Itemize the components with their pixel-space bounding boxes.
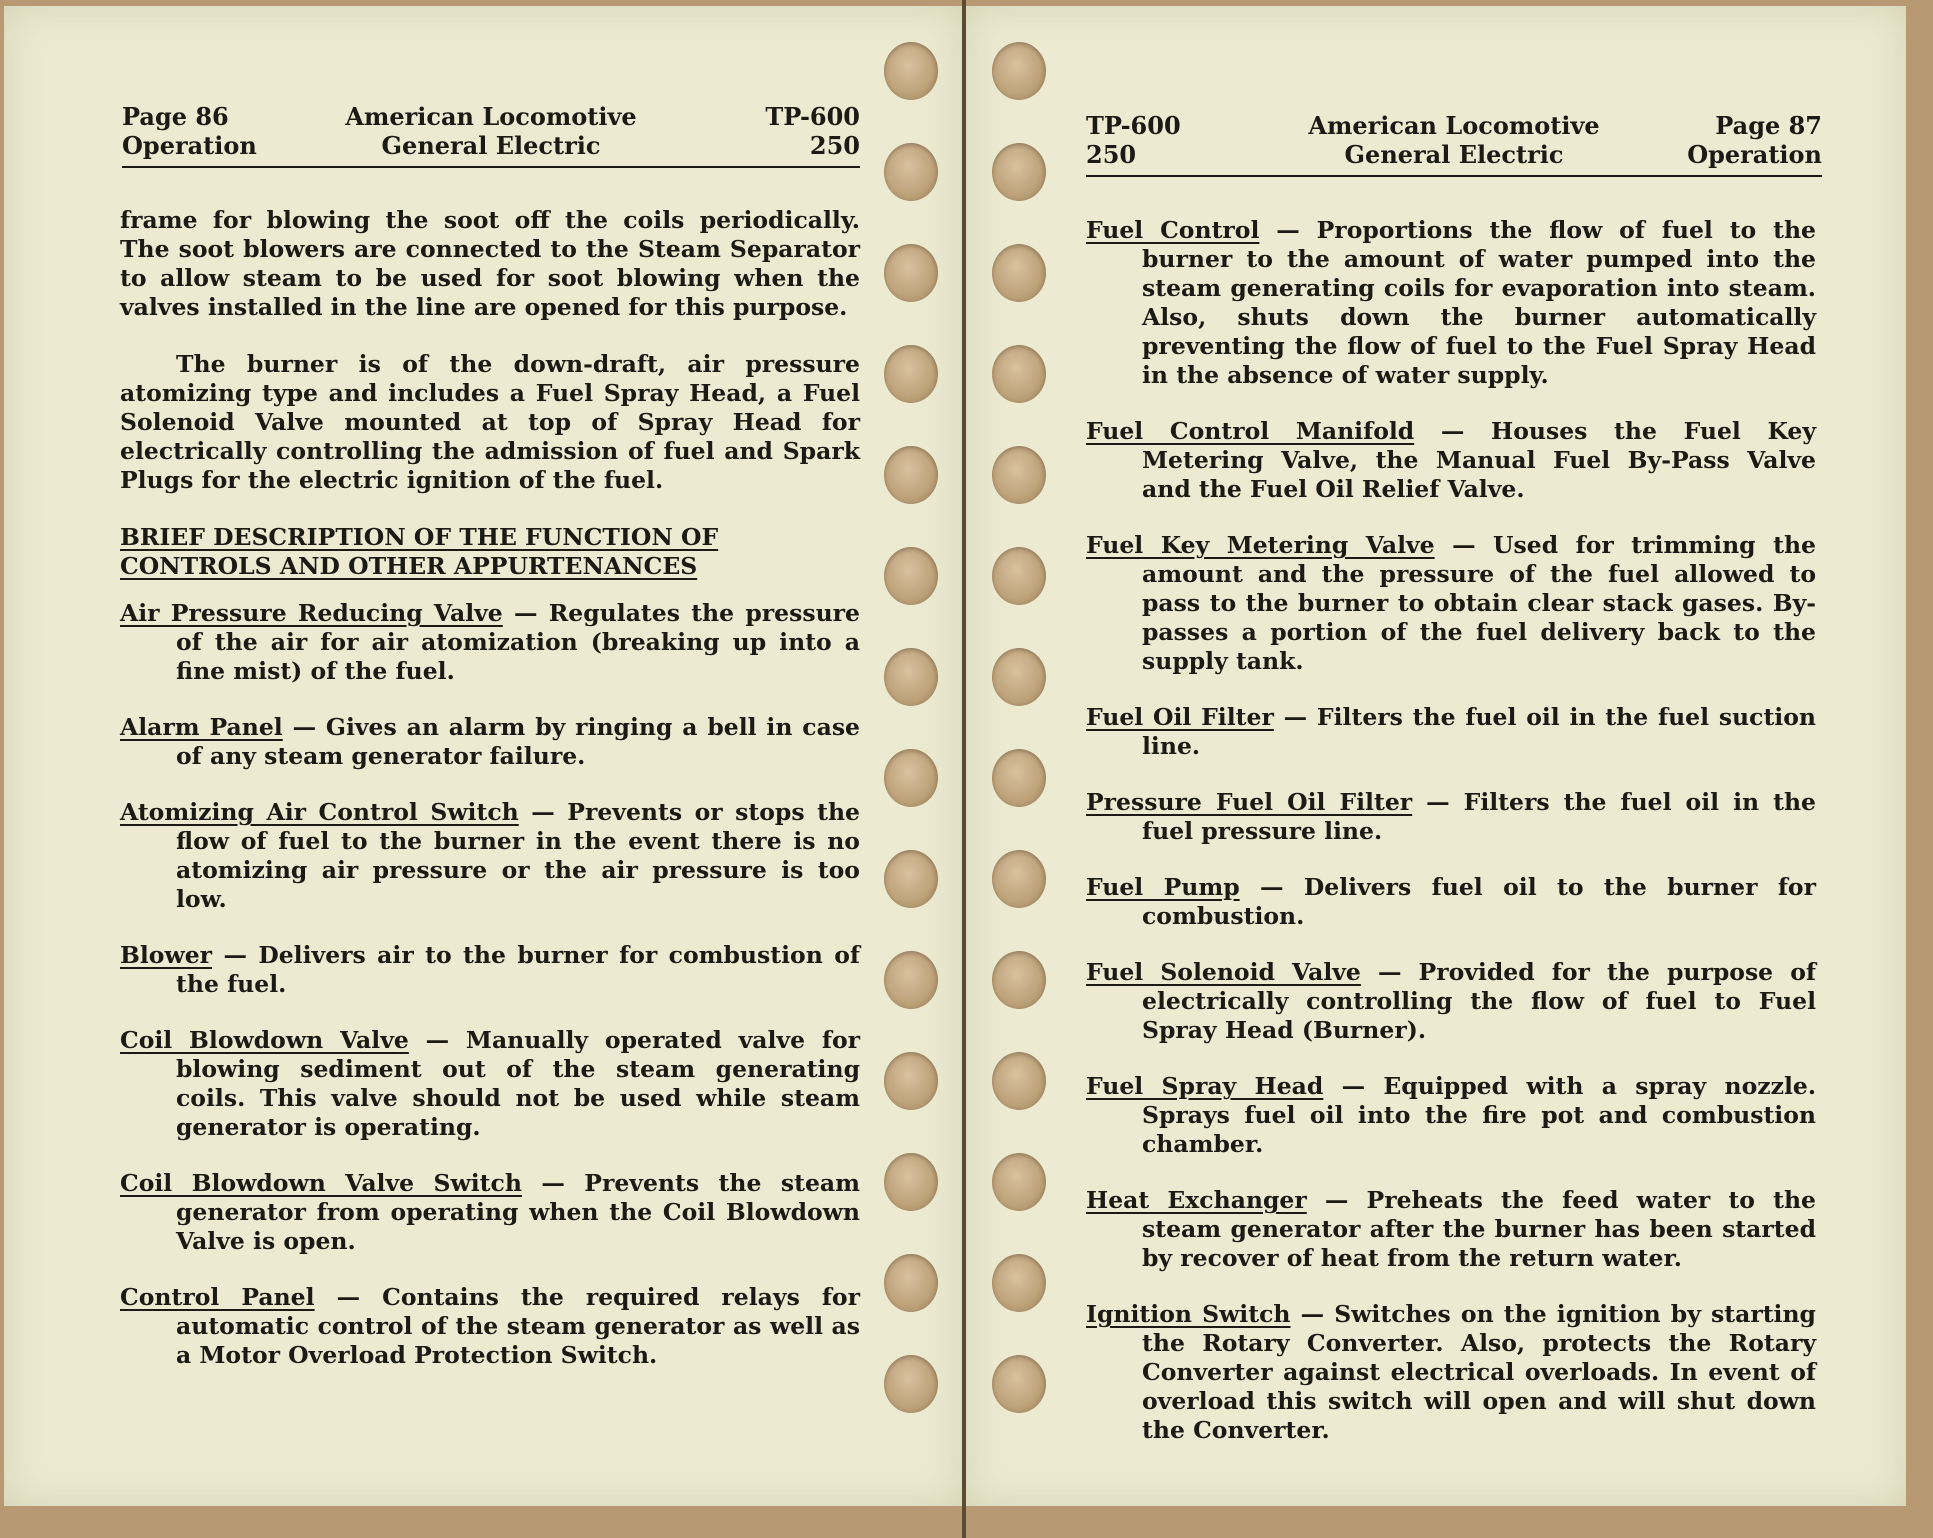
- right-page-header: [1086, 111, 1822, 177]
- binding-hole: [992, 244, 1046, 302]
- entry-term: Atomizing Air Control Switch: [120, 798, 519, 826]
- section-heading: [120, 523, 860, 581]
- page-number: Page 87: [1715, 111, 1822, 140]
- binding-hole: [884, 648, 938, 706]
- model-number: TP-600: [1086, 111, 1181, 140]
- model-subnumber: 250: [809, 131, 860, 160]
- glossary-entry: [1086, 417, 1816, 504]
- glossary-entry: [1086, 531, 1816, 676]
- entry-term: Fuel Solenoid Valve: [1086, 958, 1361, 986]
- entry-description: — Delivers fuel oil to the burner for combustion.: [1142, 873, 1816, 930]
- binding-hole: [992, 1153, 1046, 1211]
- entry-description: — Provided for the purpose of electrically controlling the flow of fuel to Fuel Spray Head (Burner).: [1142, 958, 1816, 1044]
- entry-description: — Filters the fuel oil in the fuel suction line.: [1142, 703, 1816, 760]
- binding-hole: [992, 42, 1046, 100]
- binding-hole: [884, 951, 938, 1009]
- left-page-body: [120, 206, 860, 1397]
- binding-holes-right: [992, 0, 1052, 1538]
- entry-description: — Contains the required relays for automatic control of the steam generator as well as a Motor Overload Protection Switch.: [176, 1283, 860, 1369]
- section-name: Operation: [1687, 140, 1822, 169]
- binding-hole: [992, 850, 1046, 908]
- glossary-entry: [120, 713, 860, 771]
- entry-description: — Manually operated valve for blowing sediment out of the steam generating coils. This valve should not be used while steam generator is operating.: [176, 1026, 860, 1141]
- binding-hole: [884, 1153, 938, 1211]
- entry-description: — Filters the fuel oil in the fuel pressure line.: [1142, 788, 1816, 845]
- right-page-body: [1086, 216, 1816, 1472]
- glossary-entry: [120, 798, 860, 914]
- entry-description: — Switches on the ignition by starting the Rotary Converter. Also, protects the Rotary Converter against electrical overloads. In event of overload this switch will open and will shut down the Converter.: [1142, 1300, 1816, 1444]
- entry-term: Pressure Fuel Oil Filter: [1086, 788, 1413, 816]
- binding-holes-left: [884, 0, 944, 1538]
- glossary-entry: [1086, 703, 1816, 761]
- binding-hole: [992, 749, 1046, 807]
- entry-term: Fuel Key Metering Valve: [1086, 531, 1435, 559]
- binding-hole: [992, 1254, 1046, 1312]
- binding-hole: [992, 143, 1046, 201]
- binding-hole: [884, 850, 938, 908]
- glossary-entry: [1086, 958, 1816, 1045]
- entry-term: Coil Blowdown Valve: [120, 1026, 409, 1054]
- entry-term: Fuel Pump: [1086, 873, 1240, 901]
- glossary-entry: [120, 941, 860, 999]
- glossary-entry: [1086, 873, 1816, 931]
- entry-term: Coil Blowdown Valve Switch: [120, 1169, 522, 1197]
- glossary-entry: [1086, 788, 1816, 846]
- entry-description: — Used for trimming the amount and the pressure of the fuel allowed to pass to the burner to obtain clear stack gases. By-passes a portion of the fuel delivery back to the supply tank.: [1142, 531, 1816, 675]
- binding-hole: [992, 547, 1046, 605]
- entry-description: — Proportions the flow of fuel to the burner to the amount of water pumped into the steam generating coils for evaporation into steam. Also, shuts down the burner automatically preventing the flow of fuel to the Fuel Spray Head in the absence of water supply.: [1142, 216, 1816, 389]
- entry-term: Ignition Switch: [1086, 1300, 1291, 1328]
- company-name-line2: General Electric: [381, 131, 601, 160]
- entry-term: Fuel Control Manifold: [1086, 417, 1415, 445]
- glossary-entry: [1086, 1186, 1816, 1273]
- entry-term: Control Panel: [120, 1283, 315, 1311]
- entry-description: — Houses the Fuel Key Metering Valve, the Manual Fuel By-Pass Valve and the Fuel Oil Relief Valve.: [1142, 417, 1816, 503]
- binding-hole: [992, 1052, 1046, 1110]
- left-page-header: [122, 102, 860, 168]
- binding-hole: [992, 446, 1046, 504]
- glossary-entry: [120, 599, 860, 686]
- left-page: [4, 6, 962, 1506]
- entry-term: Fuel Oil Filter: [1086, 703, 1274, 731]
- glossary-entry: [1086, 1072, 1816, 1159]
- binding-hole: [884, 1254, 938, 1312]
- entry-term: Fuel Control: [1086, 216, 1260, 244]
- entry-term: Fuel Spray Head: [1086, 1072, 1324, 1100]
- section-heading-line: BRIEF DESCRIPTION OF THE FUNCTION OF: [120, 523, 719, 551]
- binding-hole: [884, 446, 938, 504]
- glossary-entry: [120, 1169, 860, 1256]
- binding-hole: [884, 244, 938, 302]
- company-name: American Locomotive: [345, 102, 637, 131]
- page-number: Page 86: [122, 102, 229, 131]
- entry-term: Air Pressure Reducing Valve: [120, 599, 503, 627]
- glossary-entry: [120, 1026, 860, 1142]
- binding-hole: [884, 547, 938, 605]
- glossary-entry: [1086, 216, 1816, 390]
- entry-term: Alarm Panel: [120, 713, 283, 741]
- entry-description: — Regulates the pressure of the air for air atomization (breaking up into a fine mist) of the fuel.: [176, 599, 860, 685]
- model-subnumber: 250: [1086, 140, 1137, 169]
- glossary-entry: [1086, 1300, 1816, 1445]
- entry-term: Heat Exchanger: [1086, 1186, 1307, 1214]
- binding-hole: [884, 42, 938, 100]
- binding-hole: [884, 143, 938, 201]
- entry-description: — Equipped with a spray nozzle. Sprays fuel oil into the fire pot and combustion chamber.: [1142, 1072, 1817, 1158]
- binding-hole: [992, 345, 1046, 403]
- glossary-entry: [120, 1283, 860, 1370]
- section-heading-line: CONTROLS AND OTHER APPURTENANCES: [120, 552, 698, 580]
- section-name: Operation: [122, 131, 257, 160]
- binding-hole: [884, 749, 938, 807]
- company-name: American Locomotive: [1308, 111, 1600, 140]
- binding-hole: [992, 951, 1046, 1009]
- entry-description: — Delivers air to the burner for combustion of the fuel.: [176, 941, 860, 998]
- right-page: [966, 6, 1906, 1506]
- entry-description: — Preheats the feed water to the steam generator after the burner has been started by recover of heat from the return water.: [1142, 1186, 1817, 1272]
- binding-hole: [884, 1052, 938, 1110]
- binding-hole: [884, 1355, 938, 1413]
- body-paragraph: The burner is of the down-draft, air pressure atomizing type and includes a Fuel Spray Head, a Fuel Solenoid Valve mounted at top of Spray Head for electrically controlling the admission of fuel and Spark Plugs for the electric ignition of the fuel.: [120, 350, 860, 494]
- body-paragraph: frame for blowing the soot off the coils periodically. The soot blowers are connected to the Steam Separator to allow steam to be used for soot blowing when the valves installed in the line are opened for this purpose.: [120, 206, 860, 321]
- binding-hole: [884, 345, 938, 403]
- binding-hole: [992, 648, 1046, 706]
- entry-description: — Prevents or stops the flow of fuel to the burner in the event there is no atomizing air pressure or the air pressure is too low.: [176, 798, 860, 913]
- entry-term: Blower: [120, 941, 213, 969]
- model-number: TP-600: [765, 102, 860, 131]
- entry-description: — Prevents the steam generator from operating when the Coil Blowdown Valve is open.: [176, 1169, 860, 1255]
- company-name-line2: General Electric: [1344, 140, 1564, 169]
- entry-description: — Gives an alarm by ringing a bell in case of any steam generator failure.: [176, 713, 861, 770]
- binding-hole: [992, 1355, 1046, 1413]
